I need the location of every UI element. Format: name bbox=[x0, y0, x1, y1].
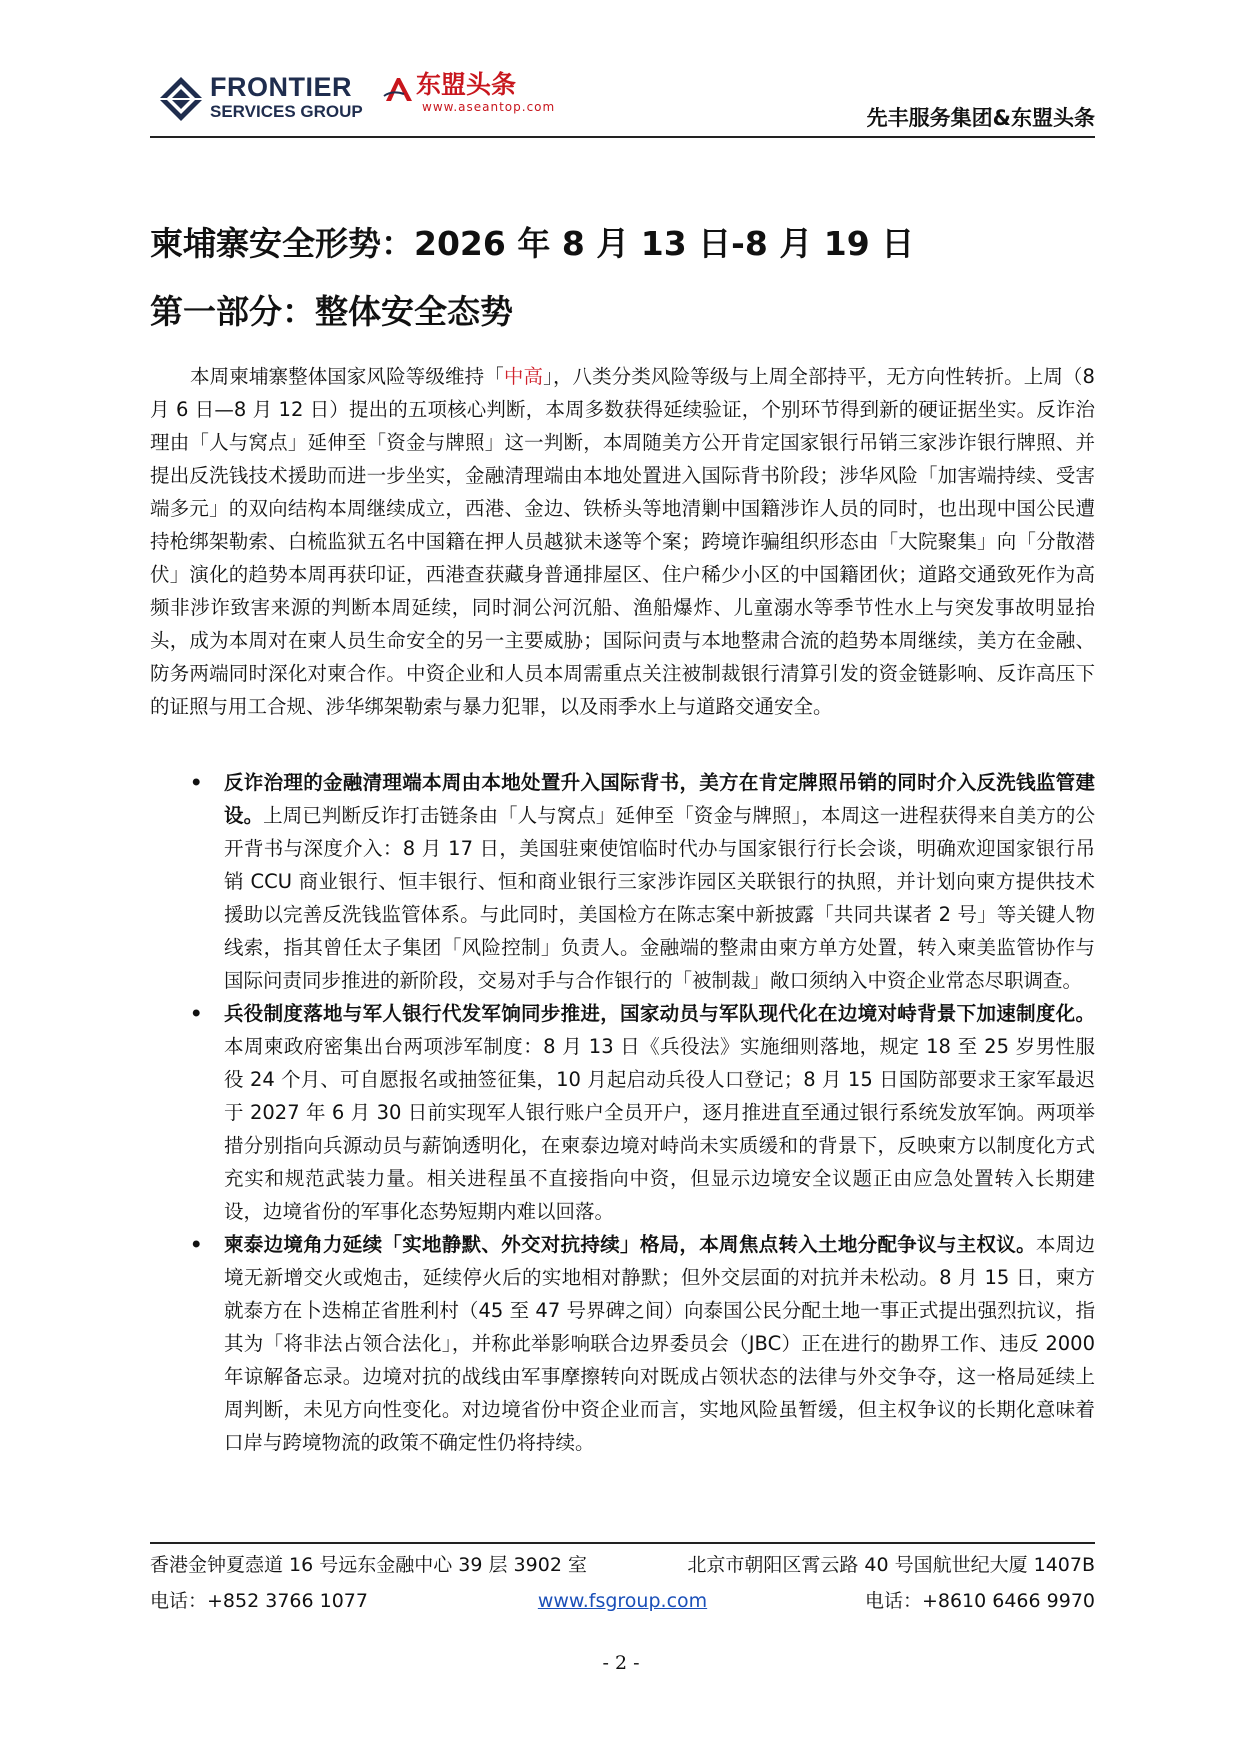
bj-phone: 电话：+8610 6466 9970 bbox=[864, 1590, 1095, 1612]
intro-paragraph bbox=[150, 360, 1095, 723]
aseantop-url: www.aseantop.com bbox=[422, 100, 556, 114]
bullet-lead: 柬泰边境角力延续「实地静默、外交对抗持续」格局，本周焦点转入土地分配争议与主权议。 bbox=[224, 1233, 1036, 1256]
fsg-logo-line2: SERVICES GROUP bbox=[210, 102, 363, 121]
section-title: 第一部分：整体安全态势 bbox=[150, 292, 513, 331]
aseantop-logo bbox=[382, 70, 556, 120]
page-number: - 2 - bbox=[602, 1652, 640, 1674]
fsg-logo-line1: FRONTIER bbox=[210, 72, 352, 102]
report-title: 柬埔寨安全形势：2026 年 8 月 13 日-8 月 19 日 bbox=[150, 224, 915, 263]
bullet-icon: • bbox=[190, 1002, 203, 1025]
list-item bbox=[150, 1228, 1095, 1459]
bullet-text: 上周已判断反诈打击链条由「人与窝点」延伸至「资金与牌照」，本周这一进程获得来自美方的公开背书与深度介入：8 月 17 日，美国驻柬使馆临时代办与国家银行行长会谈，明确欢迎国家银行吊销 CCU 商业银行、恒丰银行、恒和商业银行三家涉诈园区关联银行的执照，并计划向柬方提供技术援助以完善反洗钱监管体系。与此同时，美国检方在陈志案中新披露「共同共谋者 2 号」等关键人物线索，指其曾任太子集团「风险控制」负责人。金融端的整肃由柬方单方处置，转入柬美监管协作与国际问责同步推进的新阶段，交易对手与合作银行的「被制裁」敞口须纳入中资企业常态尽职调查。 bbox=[224, 804, 1095, 992]
list-item bbox=[150, 766, 1095, 997]
website-link[interactable]: www.fsgroup.com bbox=[537, 1590, 708, 1612]
key-findings-list bbox=[150, 766, 1095, 1459]
frontier-services-group-logo bbox=[158, 72, 368, 128]
bj-address: 北京市朝阳区霄云路 40 号国航世纪大厦 1407B bbox=[687, 1554, 1095, 1576]
intro-text-post: 」，八类分类风险等级与上周全部持平，无方向性转折。上周（8 月 6 日—8 月 12 日）提出的五项核心判断，本周多数获得延续验证，个别环节得到新的硬证据坐实。反诈治理由「人与窝点」延伸至「资金与牌照」这一判断，本周随美方公开肯定国家银行吊销三家涉诈银行牌照、并提出反洗钱技术援助而进一步坐实，金融清理端由本地处置进入国际背书阶段；涉华风险「加害端持续、受害端多元」的双向结构本周继续成立，西港、金边、铁桥头等地清剿中国籍涉诈人员的同时，也出现中国公民遭持枪绑架勒索、白梳监狱五名中国籍在押人员越狱未遂等个案；跨境诈骗组织形态由「大院聚集」向「分散潜伏」演化的趋势本周再获印证，西港查获藏身普通排屋区、住户稀少小区的中国籍团伙；道路交通致死作为高频非涉诈致害来源的判断本周延续，同时洞公河沉船、渔船爆炸、儿童溺水等季节性水上与突发事故明显抬头，成为本周对在柬人员生命安全的另一主要威胁；国际问责与本地整肃合流的趋势本周继续，美方在金融、防务两端同时深化对柬合作。中资企业和人员本周需重点关注被制裁银行清算引发的资金链影响、反诈高压下的证照与用工合规、涉华绑架勒索与暴力犯罪，以及雨季水上与道路交通安全。 bbox=[150, 365, 1095, 718]
bullet-icon: • bbox=[190, 771, 203, 794]
header-divider bbox=[150, 136, 1095, 138]
fsg-diamond-icon bbox=[158, 76, 204, 122]
bullet-lead: 反诈治理的金融清理端本周由本地处置升入国际背书，美方在肯定牌照吊销的同时介入反洗钱监管建设。 bbox=[224, 771, 1095, 827]
hk-phone: 电话：+852 3766 1077 bbox=[150, 1590, 368, 1612]
page-header bbox=[150, 66, 1095, 136]
aseantop-mark-icon bbox=[382, 74, 416, 104]
header-company-names: 先丰服务集团&东盟头条 bbox=[866, 106, 1095, 130]
bullet-text: 本周边境无新增交火或炮击，延续停火后的实地相对静默；但外交层面的对抗并未松动。8 月 15 日，柬方就泰方在卜迭棉芷省胜利村（45 至 47 号界碑之间）向泰国公民分配土地一事正式提出强烈抗议，指其为「将非法占领合法化」，并称此举影响联合边界委员会（JBC）正在进行的勘界工作、违反 2000 年谅解备忘录。边境对抗的战线由军事摩擦转向对既成占领状态的法律与外交争夺，这一格局延续上周判断，未见方向性变化。对边境省份中资企业而言，实地风险虽暂缓，但主权争议的长期化意味着口岸与跨境物流的政策不确定性仍将持续。 bbox=[224, 1233, 1095, 1454]
bullet-icon: • bbox=[190, 1233, 203, 1256]
aseantop-name: 东盟头条 bbox=[416, 70, 517, 99]
hk-address: 香港金钟夏悫道 16 号远东金融中心 39 层 3902 室 bbox=[150, 1554, 587, 1576]
risk-level-highlight: 中高 bbox=[503, 365, 544, 388]
bullet-text: 本周柬政府密集出台两项涉军制度：8 月 13 日《兵役法》实施细则落地，规定 18 至 25 岁男性服役 24 个月、可自愿报名或抽签征集，10 月起启动兵役人口登记；8 月 15 日国防部要求王家军最迟于 2027 年 6 月 30 日前实现军人银行账户全员开户，逐月推进直至通过银行系统发放军饷。两项举措分别指向兵源动员与薪饷透明化，在柬泰边境对峙尚未实质缓和的背景下，反映柬方以制度化方式充实和规范武装力量。相关进程虽不直接指向中资，但显示边境安全议题正由应急处置转入长期建设，边境省份的军事化态势短期内难以回落。 bbox=[224, 1035, 1095, 1223]
intro-text-pre: 本周柬埔寨整体国家风险等级维持「 bbox=[190, 365, 504, 388]
footer-divider bbox=[150, 1542, 1095, 1544]
list-item bbox=[150, 997, 1095, 1228]
bullet-lead: 兵役制度落地与军人银行代发军饷同步推进，国家动员与军队现代化在边境对峙背景下加速制度化。 bbox=[224, 1002, 1095, 1025]
